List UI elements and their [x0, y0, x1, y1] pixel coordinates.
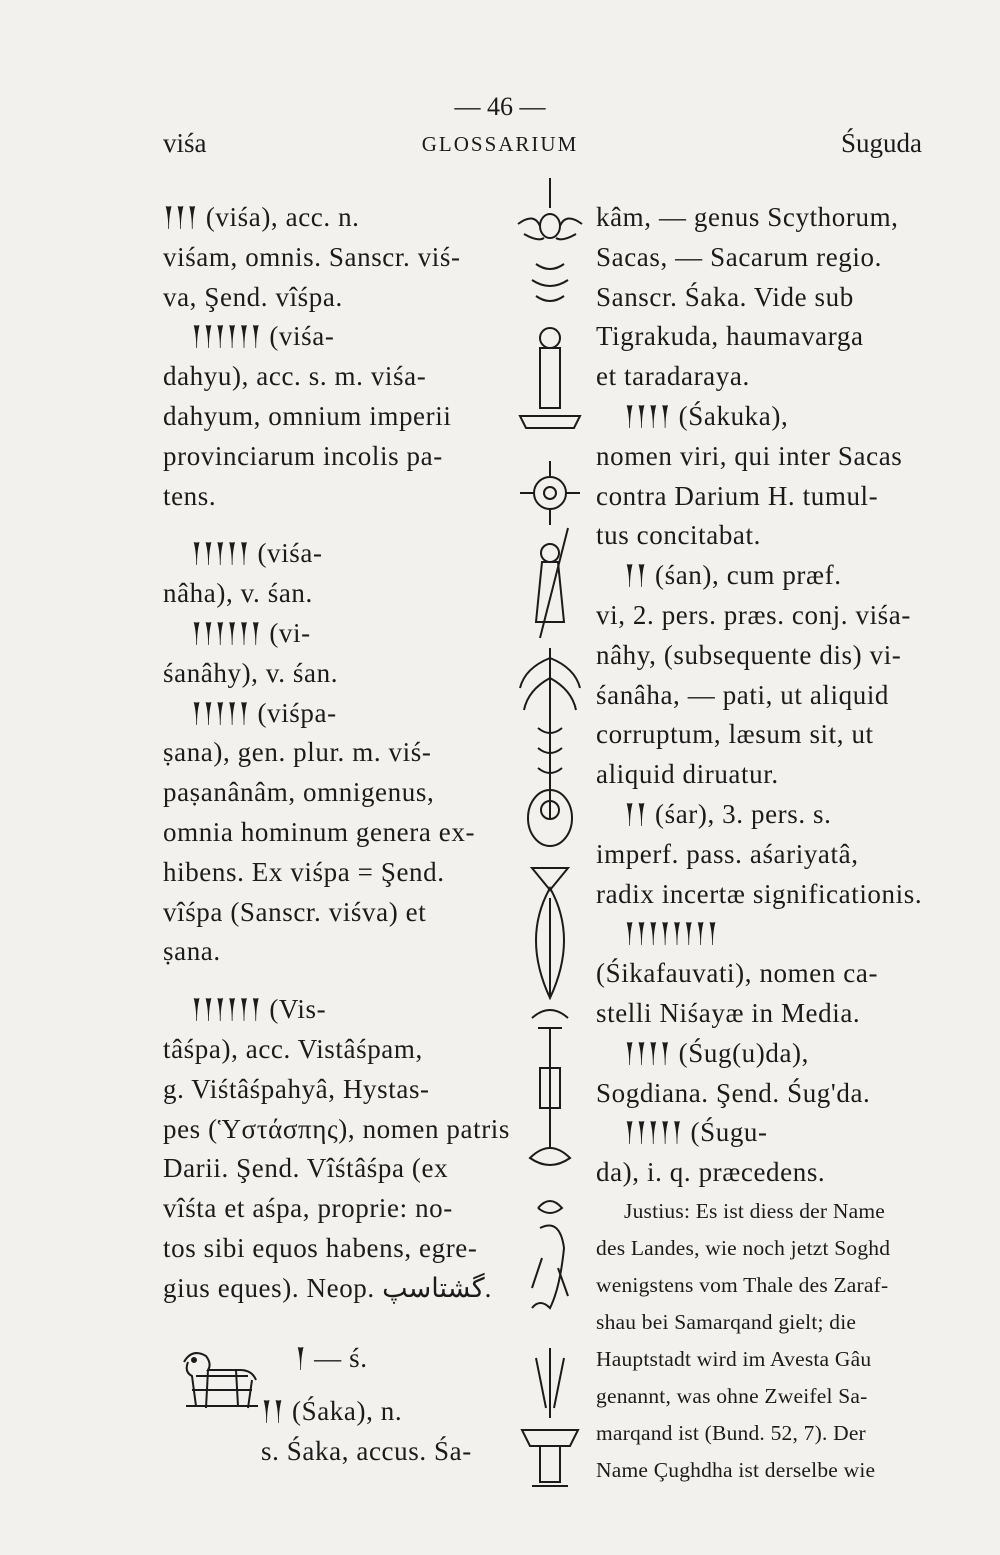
entry-line: 𒁹𒁹 (śar), 3. pers. s.: [624, 798, 832, 829]
entry-line: 𒁹𒁹𒁹𒁹𒁹 (viśa-: [191, 538, 323, 569]
entry-line: 𒁹𒁹𒁹 (viśa), acc. n.: [163, 202, 360, 232]
entry-line: vîśta et aśpa, proprie: no-: [163, 1193, 453, 1224]
entry-line: dahyum, omnium imperii: [163, 400, 452, 431]
right-column: [596, 198, 932, 1489]
note-line: marqand ist (Bund. 52, 7). Der: [596, 1420, 866, 1445]
entry-line: 𒁹𒁹𒁹𒁹𒁹 (viśpa-: [191, 697, 337, 728]
entry-line: Sogdiana. Şend. Śug'da.: [596, 1077, 871, 1108]
entry-line: viśam, omnis. Sanscr. viś-: [163, 241, 461, 272]
entry-line: provinciarum incolis pa-: [163, 440, 443, 471]
entry-line: radix incertæ significationis.: [596, 878, 923, 909]
entry-line: nâhy, (subsequente dis) vi-: [596, 639, 902, 670]
entry-line: (Śikafauvati), nomen ca-: [596, 958, 879, 989]
entry-line: nomen viri, qui inter Sacas: [596, 440, 903, 471]
entry-line: śanâhy), v. śan.: [163, 657, 339, 688]
entry-line: 𒁹𒁹𒁹𒁹𒁹 (Śugu-: [624, 1117, 768, 1148]
entry-line: 𒁹𒁹 (śan), cum præf.: [624, 560, 842, 591]
entry-line: da), i. q. præcedens.: [596, 1157, 826, 1188]
entry-line: g. Viśtâśpahyâ, Hystas-: [163, 1073, 430, 1104]
left-column: [163, 198, 513, 1472]
entry-line: 𒁹𒁹𒁹𒁹𒁹𒁹 (vi-: [191, 617, 311, 648]
entry-line: aliquid diruatur.: [596, 759, 779, 790]
entry-line: dahyu), acc. s. m. viśa-: [163, 361, 427, 392]
entry-line: 𒁹𒁹 (Śaka), n.: [261, 1396, 403, 1427]
lion-icon: [178, 1340, 262, 1424]
note-line: des Landes, wie noch jetzt Soghd: [596, 1235, 891, 1260]
entry-line: kâm, — genus Scythorum,: [596, 202, 899, 232]
note-line: Name Çughdha ist derselbe wie: [596, 1457, 876, 1482]
note-line: Justius: Es ist diess der Name: [624, 1198, 885, 1223]
entry-line: 𒁹 — ś.: [295, 1342, 368, 1373]
running-header: [0, 128, 1000, 164]
entry-line: pes (Ὑστάσπης), nomen patris: [163, 1113, 510, 1144]
note-line: Hauptstadt wird im Avesta Gâu: [596, 1346, 872, 1371]
entry-line: tens.: [163, 480, 217, 511]
ornamental-divider-icon: [510, 168, 590, 1498]
entry-line: Darii. Şend. Vîśtâśpa (ex: [163, 1153, 449, 1184]
entry-line: ṣana), gen. plur. m. viś-: [163, 737, 432, 768]
entry-line: 𒁹𒁹𒁹𒁹𒁹𒁹 (Vis-: [191, 994, 327, 1025]
entry-line: contra Darium H. tumul-: [596, 480, 879, 511]
note-line: genannt, was ohne Zweifel Sa-: [596, 1383, 868, 1408]
header-left-word: viśa: [163, 128, 207, 158]
entry-line: vîśpa (Sanscr. viśva) et: [163, 896, 427, 927]
entry-line: nâha), v. śan.: [163, 578, 313, 609]
header-right-word: Śuguda: [841, 128, 922, 158]
note-line: wenigstens vom Thale des Zaraf-: [596, 1272, 889, 1297]
entry-line: paṣanânâm, omnigenus,: [163, 777, 435, 808]
entry-line: Tigrakuda, haumavarga: [596, 321, 864, 352]
entry-line: s. Śaka, accus. Śa-: [261, 1436, 472, 1467]
entry-line: tâśpa), acc. Vistâśpam,: [163, 1033, 423, 1064]
entry-line: 𒁹𒁹𒁹𒁹𒁹𒁹 (viśa-: [191, 321, 335, 352]
entry-line: śanâha, — pati, ut aliquid: [596, 679, 890, 710]
entry-line: tos sibi equos habens, egre-: [163, 1232, 478, 1263]
header-title: GLOSSARIUM: [421, 132, 579, 156]
entry-line: et taradaraya.: [596, 361, 750, 392]
entry-line: imperf. pass. aśariyatâ,: [596, 838, 859, 869]
entry-line: 𒁹𒁹𒁹𒁹 (Śakuka),: [624, 400, 789, 431]
entry-line: corruptum, læsum sit, ut: [596, 719, 874, 750]
entry-line: stelli Niśayæ in Media.: [596, 997, 861, 1028]
entry-line: vi, 2. pers. præs. conj. viśa-: [596, 599, 911, 630]
entry-line: Sacas, — Sacarum regio.: [596, 241, 882, 272]
entry-line: Sanscr. Śaka. Vide sub: [596, 281, 854, 312]
page-number: — 46 —: [454, 92, 546, 121]
entry-line: tus concitabat.: [596, 520, 761, 551]
entry-line: va, Şend. vîśpa.: [163, 281, 343, 312]
entry-line: gius eques). Neop. گشتاسپ.: [163, 1272, 492, 1303]
note-line: shau bei Samarqand gielt; die: [596, 1309, 857, 1334]
entry-line: 𒁹𒁹𒁹𒁹 (Śug(u)da),: [624, 1037, 809, 1068]
entry-line: ṣana.: [163, 936, 221, 967]
entry-line: 𒁹𒁹𒁹𒁹𒁹𒁹𒁹𒁹: [624, 918, 719, 949]
entry-line: hibens. Ex viśpa = Şend.: [163, 856, 445, 887]
entry-line: omnia hominum genera ex-: [163, 816, 476, 847]
